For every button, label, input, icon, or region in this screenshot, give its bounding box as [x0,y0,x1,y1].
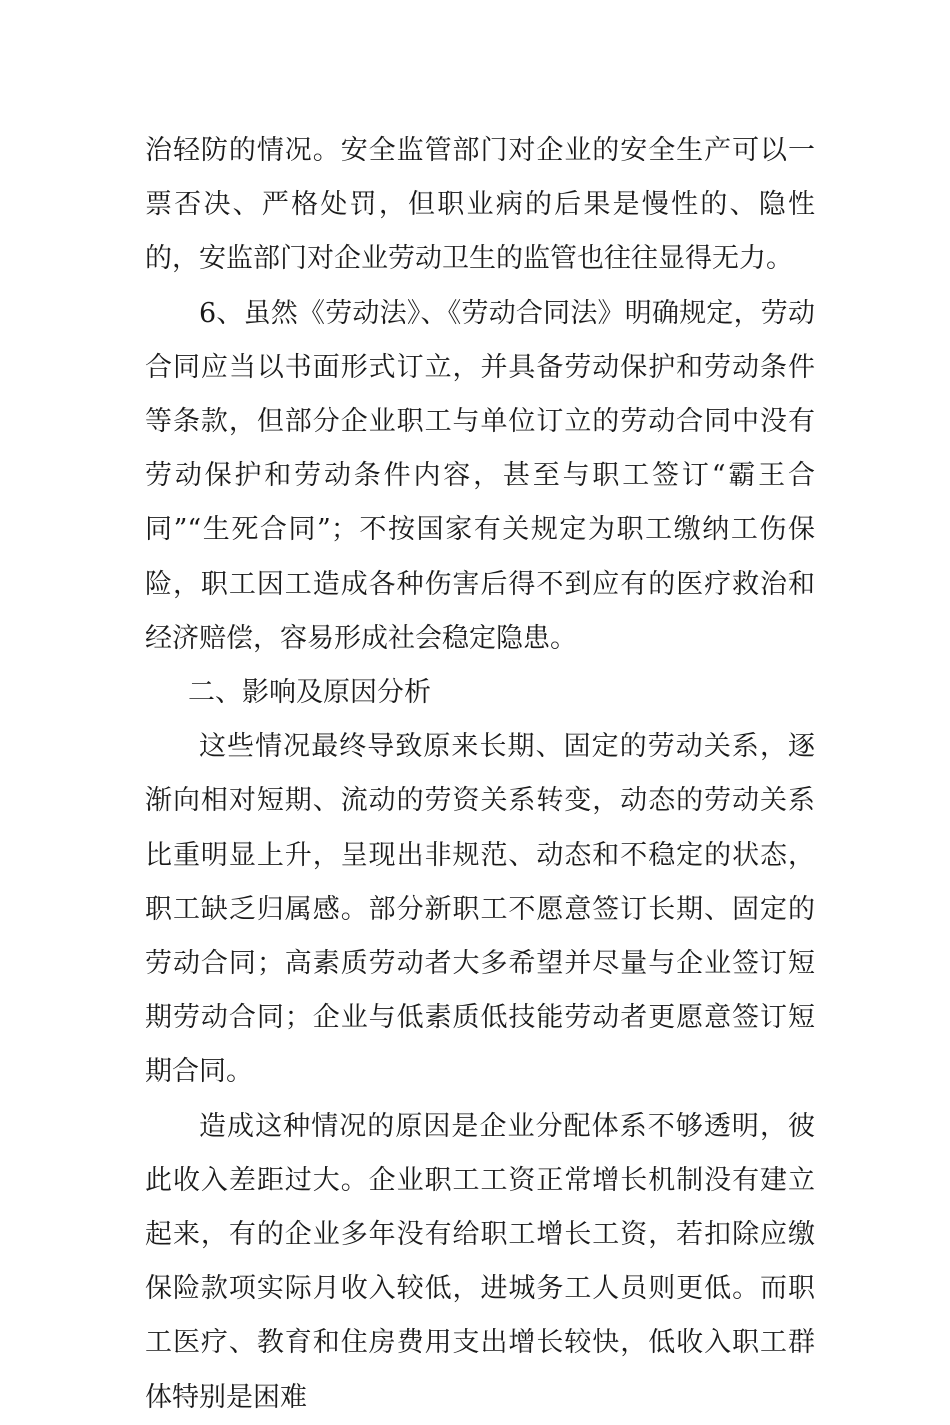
paragraph-labor-contract: 6、虽然《劳动法》、《劳动合同法》明确规定，劳动合同应当以书面形式订立，并具备劳动保护和劳动条件等条款，但部分企业职工与单位订立的劳动合同中没有劳动保护和劳动条件内容，甚至与职工签订“霸王合同”“生死合同”；不按国家有关规定为职工缴纳工伤保险，职工因工造成各种伤害后得不到应有的医疗救治和经济赔偿，容易形成社会稳定隐患。 [145,297,815,654]
paragraph-continuation: 治轻防的情况。安全监管部门对企业的安全生产可以一票否决、严格处罚，但职业病的后果是慢性的、隐性的，安监部门对企业劳动卫生的监管也往往显得无力。 [145,135,815,275]
paragraph-impact: 这些情况最终导致原来长期、固定的劳动关系，逐渐向相对短期、流动的劳资关系转变，动态的劳动关系比重明显上升，呈现出非规范、动态和不稳定的状态，职工缺乏归属感。部分新职工不愿意签订长期、固定的劳动合同；高素质劳动者大多希望并尽量与企业签订短期劳动合同；企业与低素质低技能劳动者更愿意签订短期合同。 [145,731,815,1088]
paragraph-cause: 造成这种情况的原因是企业分配体系不够透明，彼此收入差距过大。企业职工工资正常增长机制没有建立起来，有的企业多年没有给职工增长工资，若扣除应缴保险款项实际月收入较低，进城务工人员则更低。而职工医疗、教育和住房费用支出增长较快，低收入职工群体特别是困难 [145,1110,815,1413]
section-heading-impact-analysis: 二、影响及原因分析 [188,677,431,709]
document-body [145,124,815,1425]
